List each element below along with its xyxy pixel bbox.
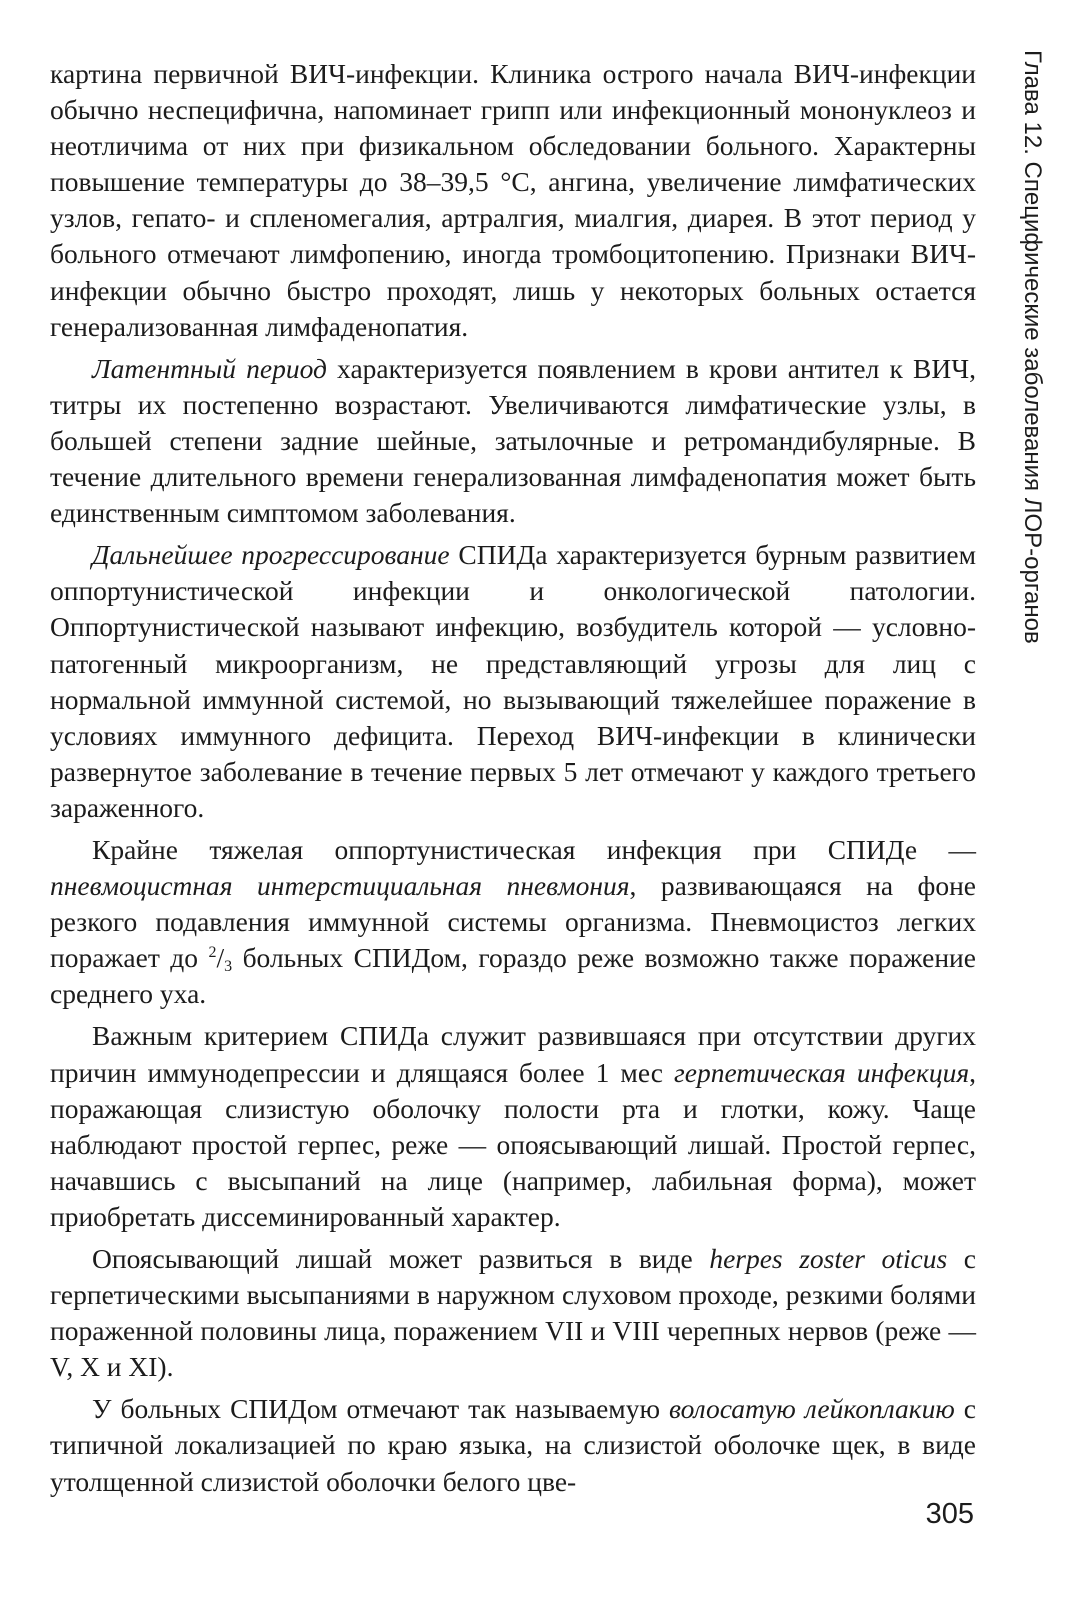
paragraph-text: У больных СПИДом отмечают так называемую <box>92 1393 670 1425</box>
paragraph-text: картина первичной ВИЧ-инфекции. Клиника острого начала ВИЧ-инфекции обычно неспецифична, напоминает грипп или инфекционный мононуклеоз и неотличима от них при физикальном обследовании больного. Характерны повышение температуры до 38–39,5 °С, ангина, увеличение лимфатических узлов, гепато- и спленомегалия, артралгия, миалгия, диарея. В этот период у больного отмечают лимфопению, иногда тромбоцитопению. Признаки ВИЧ-инфекции обычно быстро проходят, лишь у некоторых больных остается генерализованная лимфаденопатия. <box>50 58 976 342</box>
paragraph-text: , поражающая слизистую оболочку полости рта и глотки, кожу. Чаще наблюдают простой герпес, реже — опоясывающий лишай. Простой герпес, начавшись с высыпаний на лице (например, лабильная форма), может приобретать диссеминированный характер. <box>50 1056 976 1232</box>
paragraph-text: СПИДа характеризуется бурным развитием оппортунистической инфекции и онкологической патологии. Оппортунистической называют инфекцию, возбудитель которой — условно-патогенный микроорганизм, не представляющий угрозы для лиц с нормальной иммунной системой, но вызывающий тяжелейшее поражение в условиях иммунного дефицита. Переход ВИЧ-инфекции в клинически развернутое заболевание в течение первых 5 лет отмечают у каждого третьего зараженного. <box>50 539 976 823</box>
term-pneumonia: пневмоцистная интерстициальная пневмония <box>50 870 630 902</box>
running-head: Глава 12. Специфические заболевания ЛОР-органов <box>1019 50 1046 644</box>
paragraph-text: Крайне тяжелая оппортунистическая инфекция при СПИДе — <box>92 833 976 865</box>
paragraph-leukoplakia <box>50 1391 976 1499</box>
paragraph-text: больных СПИДом, гораздо реже возможно также поражение среднего уха. <box>50 942 976 1010</box>
term-latent-period: Латентный период <box>92 352 327 384</box>
paragraph-herpes <box>50 1018 976 1235</box>
paragraph-text: Опоясывающий лишай может развиться в виде <box>92 1243 710 1274</box>
paragraph-latent-period <box>50 351 976 531</box>
paragraph-text: с герпетическими высыпаниями в наружном слуховом проходе, резкими болями пораженной половины лица, поражением VII и VIII черепных нервов (реже — V, X и XI). <box>50 1243 976 1383</box>
paragraph-pneumonia <box>50 832 976 1012</box>
paragraph-progression <box>50 537 976 826</box>
fraction: $^2/_3$ <box>208 942 233 976</box>
page-body <box>50 56 976 1500</box>
paragraph-text: Важным критерием СПИДа служит развившаяся при отсутствии других причин иммунодепрессии и длящаяся более 1 мес <box>50 1020 976 1088</box>
fraction-numerator: 2 <box>208 944 217 962</box>
page-number: 305 <box>925 1498 974 1530</box>
paragraph-text: , развивающаяся на фоне резкого подавления иммунной системы организма. Пневмоцистоз легких поражает до <box>50 870 976 974</box>
term-herpes-zoster-oticus: herpes zoster oticus <box>709 1243 948 1274</box>
paragraph-primary-hiv <box>50 56 976 345</box>
term-herpetic-infection: герпетическая инфекция <box>674 1056 970 1088</box>
paragraph-text: характеризуется появлением в крови антител к ВИЧ, титры их постепенно возрастают. Увеличиваются лимфатические узлы, в большей степени задние шейные, затылочные и ретромандибулярные. В течение длительного времени генерализованная лимфаденопатия может быть единственным симптомом заболевания. <box>50 352 976 529</box>
paragraph-text: с типичной локализацией по краю языка, на слизистой оболочке щек, в виде утолщенной слизистой оболочки белого цве- <box>50 1393 976 1497</box>
fraction-denominator: 3 <box>224 958 233 976</box>
term-progression: Дальнейшее прогрессирование <box>92 539 450 571</box>
term-hairy-leukoplakia: волосатую лейкоплакию <box>669 1393 955 1425</box>
paragraph-zoster <box>50 1241 976 1385</box>
